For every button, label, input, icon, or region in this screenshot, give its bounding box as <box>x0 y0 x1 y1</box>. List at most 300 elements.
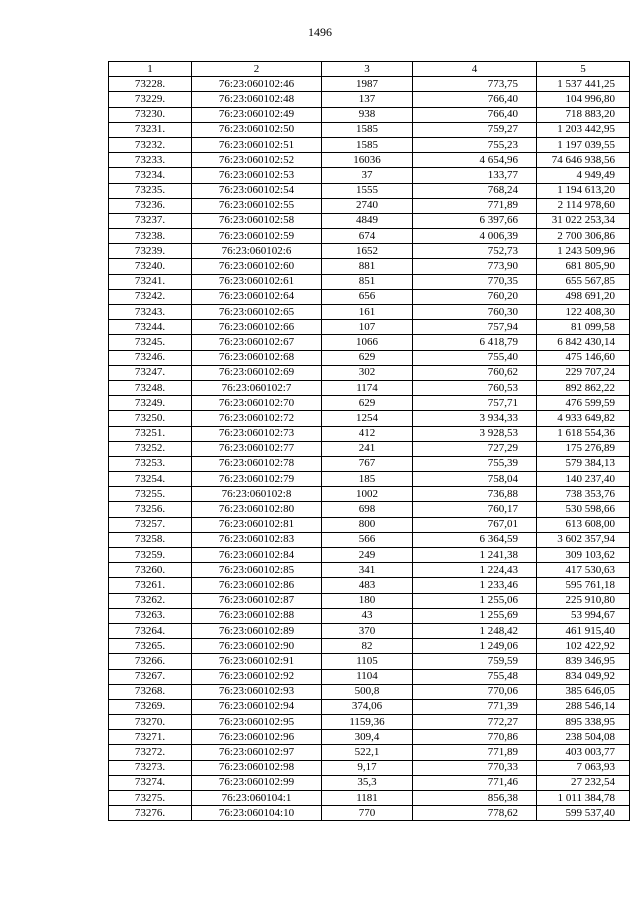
area-cell: 43 <box>322 608 413 623</box>
cadastral-number-cell: 76:23:060102:98 <box>192 760 322 775</box>
table-body <box>109 77 630 821</box>
area-cell: 9,17 <box>322 760 413 775</box>
row-number-cell: 73256. <box>109 502 192 517</box>
value-cell: 1 203 442,95 <box>537 122 630 137</box>
cadastral-number-cell: 76:23:060102:97 <box>192 745 322 760</box>
rate-cell: 736,88 <box>413 487 537 502</box>
area-cell: 1987 <box>322 77 413 92</box>
cadastral-number-cell: 76:23:060102:84 <box>192 548 322 563</box>
row-number-cell: 73233. <box>109 153 192 168</box>
table-row <box>109 715 630 730</box>
rate-cell: 755,48 <box>413 669 537 684</box>
row-number-cell: 73271. <box>109 730 192 745</box>
row-number-cell: 73252. <box>109 441 192 456</box>
table-row <box>109 730 630 745</box>
value-cell: 1 618 554,36 <box>537 426 630 441</box>
row-number-cell: 73248. <box>109 380 192 395</box>
rate-cell: 1 241,38 <box>413 548 537 563</box>
value-cell: 175 276,89 <box>537 441 630 456</box>
cadastral-number-cell: 76:23:060102:54 <box>192 183 322 198</box>
area-cell: 16036 <box>322 153 413 168</box>
value-cell: 225 910,80 <box>537 593 630 608</box>
row-number-cell: 73246. <box>109 350 192 365</box>
cadastral-number-cell: 76:23:060102:53 <box>192 168 322 183</box>
value-cell: 238 504,08 <box>537 730 630 745</box>
table-row <box>109 760 630 775</box>
rate-cell: 755,40 <box>413 350 537 365</box>
rate-cell: 767,01 <box>413 517 537 532</box>
cadastral-number-cell: 76:23:060102:64 <box>192 289 322 304</box>
rate-cell: 760,17 <box>413 502 537 517</box>
row-number-cell: 73262. <box>109 593 192 608</box>
cadastral-number-cell: 76:23:060104:1 <box>192 791 322 806</box>
table-row <box>109 517 630 532</box>
row-number-cell: 73234. <box>109 168 192 183</box>
table-row <box>109 608 630 623</box>
value-cell: 1 011 384,78 <box>537 791 630 806</box>
row-number-cell: 73276. <box>109 806 192 821</box>
table-row <box>109 274 630 289</box>
rate-cell: 757,71 <box>413 396 537 411</box>
rate-cell: 771,46 <box>413 775 537 790</box>
value-cell: 229 707,24 <box>537 365 630 380</box>
cadastral-number-cell: 76:23:060102:65 <box>192 305 322 320</box>
area-cell: 370 <box>322 623 413 638</box>
row-number-cell: 73241. <box>109 274 192 289</box>
table-row <box>109 289 630 304</box>
rate-cell: 770,86 <box>413 730 537 745</box>
area-cell: 309,4 <box>322 730 413 745</box>
value-cell: 417 530,63 <box>537 563 630 578</box>
value-cell: 738 353,76 <box>537 487 630 502</box>
table-row <box>109 593 630 608</box>
area-cell: 1181 <box>322 791 413 806</box>
value-cell: 102 422,92 <box>537 639 630 654</box>
area-cell: 35,3 <box>322 775 413 790</box>
row-number-cell: 73261. <box>109 578 192 593</box>
value-cell: 104 996,80 <box>537 92 630 107</box>
cadastral-number-cell: 76:23:060102:99 <box>192 775 322 790</box>
rate-cell: 1 255,06 <box>413 593 537 608</box>
cadastral-number-cell: 76:23:060102:50 <box>192 122 322 137</box>
cadastral-number-cell: 76:23:060102:52 <box>192 153 322 168</box>
value-cell: 53 994,67 <box>537 608 630 623</box>
value-cell: 2 700 306,86 <box>537 229 630 244</box>
rate-cell: 771,39 <box>413 699 537 714</box>
table-row <box>109 563 630 578</box>
row-number-cell: 73267. <box>109 669 192 684</box>
row-number-cell: 73275. <box>109 791 192 806</box>
row-number-cell: 73249. <box>109 396 192 411</box>
column-header-1: 1 <box>109 62 192 77</box>
value-cell: 74 646 938,56 <box>537 153 630 168</box>
row-number-cell: 73245. <box>109 335 192 350</box>
table-row <box>109 77 630 92</box>
rate-cell: 770,35 <box>413 274 537 289</box>
rate-cell: 760,20 <box>413 289 537 304</box>
row-number-cell: 73251. <box>109 426 192 441</box>
area-cell: 938 <box>322 107 413 122</box>
area-cell: 185 <box>322 472 413 487</box>
cadastral-number-cell: 76:23:060102:67 <box>192 335 322 350</box>
cadastral-number-cell: 76:23:060102:85 <box>192 563 322 578</box>
value-cell: 1 197 039,55 <box>537 137 630 152</box>
value-cell: 122 408,30 <box>537 305 630 320</box>
row-number-cell: 73258. <box>109 532 192 547</box>
rate-cell: 755,23 <box>413 137 537 152</box>
cadastral-number-cell: 76:23:060102:66 <box>192 320 322 335</box>
area-cell: 851 <box>322 274 413 289</box>
value-cell: 4 949,49 <box>537 168 630 183</box>
area-cell: 1159,36 <box>322 715 413 730</box>
row-number-cell: 73268. <box>109 684 192 699</box>
row-number-cell: 73244. <box>109 320 192 335</box>
value-cell: 461 915,40 <box>537 623 630 638</box>
table-row <box>109 244 630 259</box>
cadastral-number-cell: 76:23:060102:77 <box>192 441 322 456</box>
value-cell: 7 063,93 <box>537 760 630 775</box>
rate-cell: 1 224,43 <box>413 563 537 578</box>
row-number-cell: 73247. <box>109 365 192 380</box>
row-number-cell: 73238. <box>109 229 192 244</box>
cadastral-number-cell: 76:23:060102:78 <box>192 456 322 471</box>
rate-cell: 773,75 <box>413 77 537 92</box>
column-header-3: 3 <box>322 62 413 77</box>
value-cell: 498 691,20 <box>537 289 630 304</box>
table-row <box>109 122 630 137</box>
data-table <box>108 61 630 821</box>
value-cell: 4 933 649,82 <box>537 411 630 426</box>
row-number-cell: 73232. <box>109 137 192 152</box>
value-cell: 3 602 357,94 <box>537 532 630 547</box>
table-row <box>109 107 630 122</box>
rate-cell: 759,27 <box>413 122 537 137</box>
row-number-cell: 73269. <box>109 699 192 714</box>
rate-cell: 752,73 <box>413 244 537 259</box>
cadastral-number-cell: 76:23:060102:58 <box>192 213 322 228</box>
area-cell: 161 <box>322 305 413 320</box>
area-cell: 483 <box>322 578 413 593</box>
cadastral-number-cell: 76:23:060102:89 <box>192 623 322 638</box>
area-cell: 881 <box>322 259 413 274</box>
area-cell: 629 <box>322 350 413 365</box>
rate-cell: 1 255,69 <box>413 608 537 623</box>
table-row <box>109 578 630 593</box>
row-number-cell: 73235. <box>109 183 192 198</box>
cadastral-number-cell: 76:23:060102:68 <box>192 350 322 365</box>
cadastral-number-cell: 76:23:060102:88 <box>192 608 322 623</box>
value-cell: 31 022 253,34 <box>537 213 630 228</box>
table-row <box>109 487 630 502</box>
row-number-cell: 73230. <box>109 107 192 122</box>
table-row <box>109 548 630 563</box>
row-number-cell: 73263. <box>109 608 192 623</box>
table-row <box>109 305 630 320</box>
rate-cell: 4 006,39 <box>413 229 537 244</box>
area-cell: 37 <box>322 168 413 183</box>
row-number-cell: 73228. <box>109 77 192 92</box>
row-number-cell: 73253. <box>109 456 192 471</box>
table-row <box>109 532 630 547</box>
header-row <box>109 62 630 77</box>
area-cell: 412 <box>322 426 413 441</box>
value-cell: 834 049,92 <box>537 669 630 684</box>
area-cell: 500,8 <box>322 684 413 699</box>
value-cell: 530 598,66 <box>537 502 630 517</box>
area-cell: 1105 <box>322 654 413 669</box>
rate-cell: 133,77 <box>413 168 537 183</box>
table-row <box>109 639 630 654</box>
table-row <box>109 745 630 760</box>
area-cell: 800 <box>322 517 413 532</box>
area-cell: 1104 <box>322 669 413 684</box>
rate-cell: 758,04 <box>413 472 537 487</box>
area-cell: 107 <box>322 320 413 335</box>
row-number-cell: 73260. <box>109 563 192 578</box>
table-row <box>109 168 630 183</box>
area-cell: 302 <box>322 365 413 380</box>
rate-cell: 6 364,59 <box>413 532 537 547</box>
table-row <box>109 137 630 152</box>
rate-cell: 1 249,06 <box>413 639 537 654</box>
value-cell: 475 146,60 <box>537 350 630 365</box>
cadastral-number-cell: 76:23:060102:93 <box>192 684 322 699</box>
value-cell: 403 003,77 <box>537 745 630 760</box>
table-row <box>109 153 630 168</box>
value-cell: 839 346,95 <box>537 654 630 669</box>
cadastral-number-cell: 76:23:060102:94 <box>192 699 322 714</box>
rate-cell: 760,62 <box>413 365 537 380</box>
rate-cell: 6 397,66 <box>413 213 537 228</box>
table-row <box>109 350 630 365</box>
rate-cell: 727,29 <box>413 441 537 456</box>
row-number-cell: 73257. <box>109 517 192 532</box>
area-cell: 698 <box>322 502 413 517</box>
column-header-5: 5 <box>537 62 630 77</box>
area-cell: 2740 <box>322 198 413 213</box>
row-number-cell: 73239. <box>109 244 192 259</box>
rate-cell: 3 928,53 <box>413 426 537 441</box>
rate-cell: 755,39 <box>413 456 537 471</box>
cadastral-number-cell: 76:23:060102:48 <box>192 92 322 107</box>
rate-cell: 757,94 <box>413 320 537 335</box>
row-number-cell: 73266. <box>109 654 192 669</box>
rate-cell: 856,38 <box>413 791 537 806</box>
row-number-cell: 73265. <box>109 639 192 654</box>
area-cell: 82 <box>322 639 413 654</box>
cadastral-number-cell: 76:23:060102:46 <box>192 77 322 92</box>
area-cell: 137 <box>322 92 413 107</box>
rate-cell: 3 934,33 <box>413 411 537 426</box>
table-row <box>109 684 630 699</box>
table-row <box>109 654 630 669</box>
rate-cell: 771,89 <box>413 745 537 760</box>
cadastral-number-cell: 76:23:060102:69 <box>192 365 322 380</box>
page-number: 1496 <box>308 25 332 39</box>
cadastral-number-cell: 76:23:060102:87 <box>192 593 322 608</box>
table-row <box>109 806 630 821</box>
table-row <box>109 198 630 213</box>
row-number-cell: 73274. <box>109 775 192 790</box>
cadastral-number-cell: 76:23:060102:91 <box>192 654 322 669</box>
row-number-cell: 73259. <box>109 548 192 563</box>
value-cell: 385 646,05 <box>537 684 630 699</box>
value-cell: 288 546,14 <box>537 699 630 714</box>
column-header-4: 4 <box>413 62 537 77</box>
row-number-cell: 73237. <box>109 213 192 228</box>
row-number-cell: 73231. <box>109 122 192 137</box>
row-number-cell: 73270. <box>109 715 192 730</box>
value-cell: 613 608,00 <box>537 517 630 532</box>
value-cell: 476 599,59 <box>537 396 630 411</box>
table-row <box>109 411 630 426</box>
rate-cell: 6 418,79 <box>413 335 537 350</box>
cadastral-number-cell: 76:23:060102:61 <box>192 274 322 289</box>
value-cell: 599 537,40 <box>537 806 630 821</box>
table-row <box>109 456 630 471</box>
cadastral-number-cell: 76:23:060102:80 <box>192 502 322 517</box>
area-cell: 656 <box>322 289 413 304</box>
value-cell: 655 567,85 <box>537 274 630 289</box>
rate-cell: 766,40 <box>413 92 537 107</box>
row-number-cell: 73250. <box>109 411 192 426</box>
table-row <box>109 259 630 274</box>
row-number-cell: 73240. <box>109 259 192 274</box>
table-row <box>109 472 630 487</box>
value-cell: 27 232,54 <box>537 775 630 790</box>
cadastral-number-cell: 76:23:060102:86 <box>192 578 322 593</box>
cadastral-number-cell: 76:23:060102:51 <box>192 137 322 152</box>
rate-cell: 1 248,42 <box>413 623 537 638</box>
area-cell: 180 <box>322 593 413 608</box>
value-cell: 1 194 613,20 <box>537 183 630 198</box>
cadastral-number-cell: 76:23:060102:90 <box>192 639 322 654</box>
area-cell: 374,06 <box>322 699 413 714</box>
table-row <box>109 183 630 198</box>
cadastral-number-cell: 76:23:060102:92 <box>192 669 322 684</box>
table-row <box>109 669 630 684</box>
cadastral-number-cell: 76:23:060102:73 <box>192 426 322 441</box>
cadastral-number-cell: 76:23:060104:10 <box>192 806 322 821</box>
area-cell: 1254 <box>322 411 413 426</box>
cadastral-number-cell: 76:23:060102:96 <box>192 730 322 745</box>
table-row <box>109 623 630 638</box>
cadastral-number-cell: 76:23:060102:6 <box>192 244 322 259</box>
rate-cell: 1 233,46 <box>413 578 537 593</box>
cadastral-number-cell: 76:23:060102:70 <box>192 396 322 411</box>
area-cell: 674 <box>322 229 413 244</box>
cadastral-number-cell: 76:23:060102:49 <box>192 107 322 122</box>
cadastral-number-cell: 76:23:060102:81 <box>192 517 322 532</box>
area-cell: 629 <box>322 396 413 411</box>
row-number-cell: 73243. <box>109 305 192 320</box>
cadastral-number-cell: 76:23:060102:8 <box>192 487 322 502</box>
area-cell: 566 <box>322 532 413 547</box>
table-row <box>109 213 630 228</box>
area-cell: 341 <box>322 563 413 578</box>
value-cell: 140 237,40 <box>537 472 630 487</box>
table-row <box>109 92 630 107</box>
table-row <box>109 365 630 380</box>
table-row <box>109 229 630 244</box>
cadastral-number-cell: 76:23:060102:95 <box>192 715 322 730</box>
rate-cell: 773,90 <box>413 259 537 274</box>
area-cell: 249 <box>322 548 413 563</box>
area-cell: 1002 <box>322 487 413 502</box>
value-cell: 6 842 430,14 <box>537 335 630 350</box>
table-row <box>109 335 630 350</box>
rate-cell: 759,59 <box>413 654 537 669</box>
area-cell: 4849 <box>322 213 413 228</box>
area-cell: 770 <box>322 806 413 821</box>
area-cell: 1174 <box>322 380 413 395</box>
value-cell: 579 384,13 <box>537 456 630 471</box>
value-cell: 892 862,22 <box>537 380 630 395</box>
area-cell: 522,1 <box>322 745 413 760</box>
value-cell: 81 099,58 <box>537 320 630 335</box>
area-cell: 1555 <box>322 183 413 198</box>
value-cell: 2 114 978,60 <box>537 198 630 213</box>
row-number-cell: 73242. <box>109 289 192 304</box>
table-row <box>109 320 630 335</box>
table-row <box>109 396 630 411</box>
table-row <box>109 775 630 790</box>
table-row <box>109 441 630 456</box>
row-number-cell: 73236. <box>109 198 192 213</box>
table-row <box>109 426 630 441</box>
value-cell: 1 243 509,96 <box>537 244 630 259</box>
row-number-cell: 73255. <box>109 487 192 502</box>
rate-cell: 771,89 <box>413 198 537 213</box>
area-cell: 241 <box>322 441 413 456</box>
table-row <box>109 791 630 806</box>
cadastral-number-cell: 76:23:060102:83 <box>192 532 322 547</box>
rate-cell: 772,27 <box>413 715 537 730</box>
value-cell: 309 103,62 <box>537 548 630 563</box>
rate-cell: 760,53 <box>413 380 537 395</box>
cadastral-number-cell: 76:23:060102:79 <box>192 472 322 487</box>
value-cell: 718 883,20 <box>537 107 630 122</box>
row-number-cell: 73254. <box>109 472 192 487</box>
row-number-cell: 73272. <box>109 745 192 760</box>
value-cell: 1 537 441,25 <box>537 77 630 92</box>
cadastral-number-cell: 76:23:060102:55 <box>192 198 322 213</box>
area-cell: 1585 <box>322 122 413 137</box>
rate-cell: 766,40 <box>413 107 537 122</box>
table-row <box>109 502 630 517</box>
rate-cell: 770,06 <box>413 684 537 699</box>
value-cell: 595 761,18 <box>537 578 630 593</box>
table-row <box>109 380 630 395</box>
area-cell: 767 <box>322 456 413 471</box>
area-cell: 1585 <box>322 137 413 152</box>
cadastral-number-cell: 76:23:060102:72 <box>192 411 322 426</box>
cadastral-number-cell: 76:23:060102:59 <box>192 229 322 244</box>
area-cell: 1652 <box>322 244 413 259</box>
value-cell: 895 338,95 <box>537 715 630 730</box>
row-number-cell: 73273. <box>109 760 192 775</box>
row-number-cell: 73264. <box>109 623 192 638</box>
area-cell: 1066 <box>322 335 413 350</box>
cadastral-number-cell: 76:23:060102:7 <box>192 380 322 395</box>
rate-cell: 760,30 <box>413 305 537 320</box>
rate-cell: 768,24 <box>413 183 537 198</box>
column-header-2: 2 <box>192 62 322 77</box>
rate-cell: 778,62 <box>413 806 537 821</box>
table-row <box>109 699 630 714</box>
cadastral-number-cell: 76:23:060102:60 <box>192 259 322 274</box>
rate-cell: 4 654,96 <box>413 153 537 168</box>
